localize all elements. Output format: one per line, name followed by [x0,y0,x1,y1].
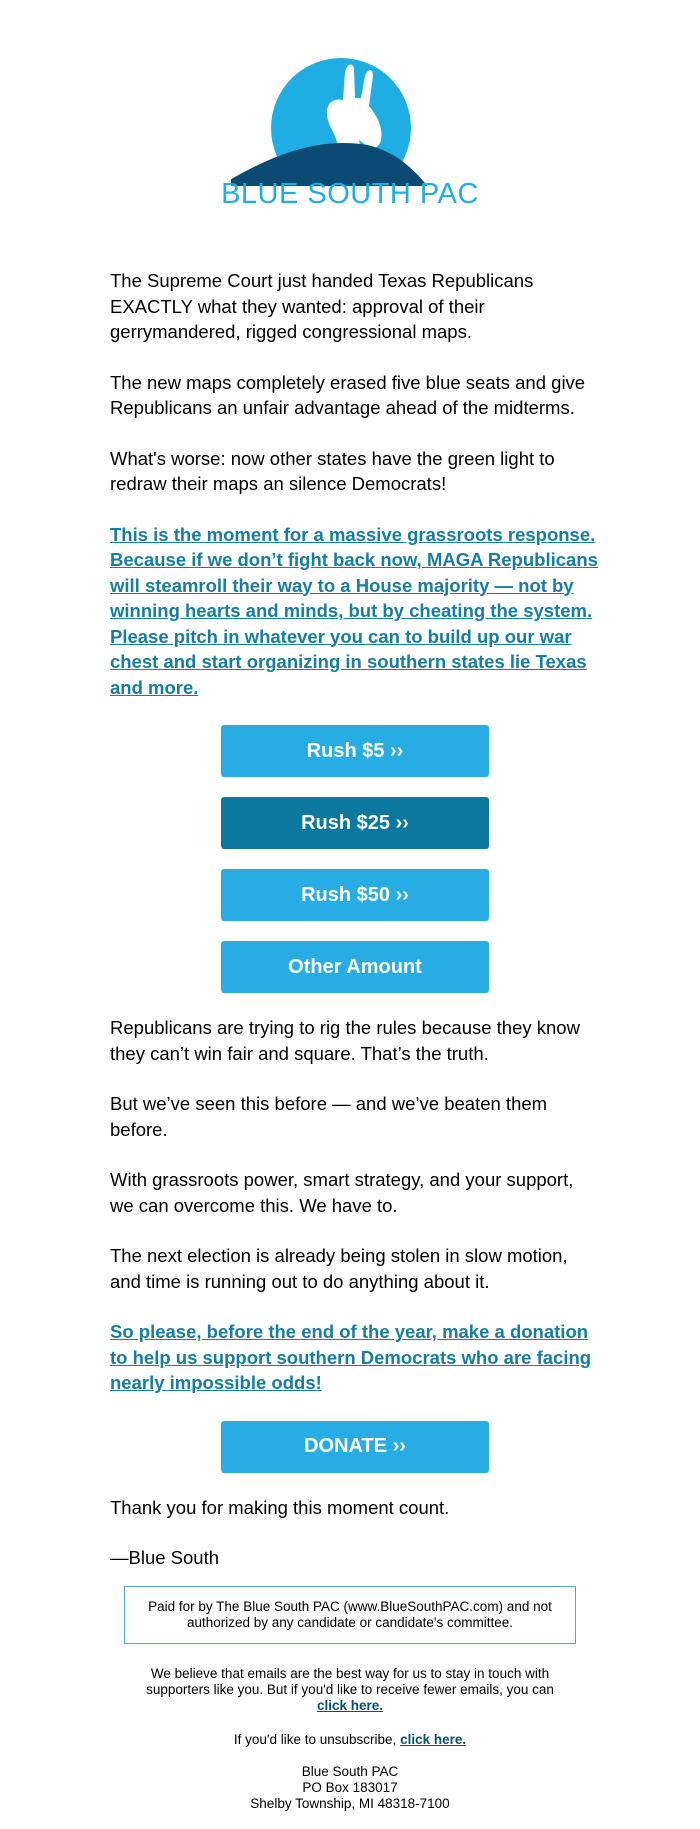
paragraph-thanks: Thank you for making this moment count. [110,1496,450,1518]
paragraph: The next election is already being stolen in slow motion, and time is running out to do anything about it. [110,1245,568,1292]
email-body [110,268,600,1596]
other-amount-button[interactable]: Other Amount [221,941,489,993]
address-org: Blue South PAC [301,1764,399,1779]
fewer-emails-text: We believe that emails are the best way for us to stay in touch with supporters like you. But if you'd like to receive fewer emails, you can [146,1666,554,1697]
cta-link-grassroots[interactable]: This is the moment for a massive grassroots response. Because if we don’t fight back now, MAGA Republicans will steamroll their way to a House majority — not by winning hearts and minds, but by cheating the system. Please pitch in whatever you can to build up our war chest and start organizing in southern states lie Texas and more. [110,523,598,698]
address-city: Shelby Township, MI 48318-7100 [250,1796,450,1811]
fewer-emails-link[interactable]: click here. [316,1698,384,1713]
donkey-logo-icon [231,58,441,198]
footer [0,1586,700,1812]
donate-button-wrap [110,1421,600,1495]
paragraph: With grassroots power, smart strategy, and your support, we can overcome this. We have to. [110,1169,574,1216]
unsubscribe-line [0,1732,700,1748]
logo [0,38,700,218]
rush-5-button[interactable]: Rush $5 ›› [221,725,489,777]
unsubscribe-link[interactable]: click here. [400,1732,467,1747]
paragraph: But we’ve seen this before — and we’ve beaten them before. [110,1093,548,1140]
unsubscribe-text: If you'd like to unsubscribe, [233,1732,397,1747]
signoff: —Blue South [110,1547,220,1568]
paragraph: Republicans are trying to rig the rules because they know they can’t win fair and square. That’s the truth. [110,1017,580,1064]
paid-for-disclaimer: Paid for by The Blue South PAC (www.BlueSouthPAC.com) and not authorized by any candidate or candidate's committee. [124,1586,576,1644]
paragraph: The new maps completely erased five blue seats and give Republicans an unfair advantage ahead of the midterms. [110,371,586,418]
logo-text: BLUE SOUTH PAC [221,178,479,210]
mailing-address [0,1764,700,1812]
address-po-box: PO Box 183017 [302,1780,398,1795]
paragraph: What's worse: now other states have the green light to redraw their maps an silence Democrats! [110,447,555,494]
rush-50-button[interactable]: Rush $50 ›› [221,869,489,921]
donation-buttons [110,725,600,1015]
paragraph: The Supreme Court just handed Texas Republicans EXACTLY what they wanted: approval of their gerrymandered, rigged congressional maps. [110,270,534,342]
rush-25-button[interactable]: Rush $25 ›› [221,797,489,849]
fewer-emails-note [130,1666,570,1714]
cta-link-donation[interactable]: So please, before the end of the year, make a donation to help us support southern Democrats who are facing nearly impossible odds! [110,1321,592,1393]
donate-button[interactable]: DONATE ›› [221,1421,489,1473]
